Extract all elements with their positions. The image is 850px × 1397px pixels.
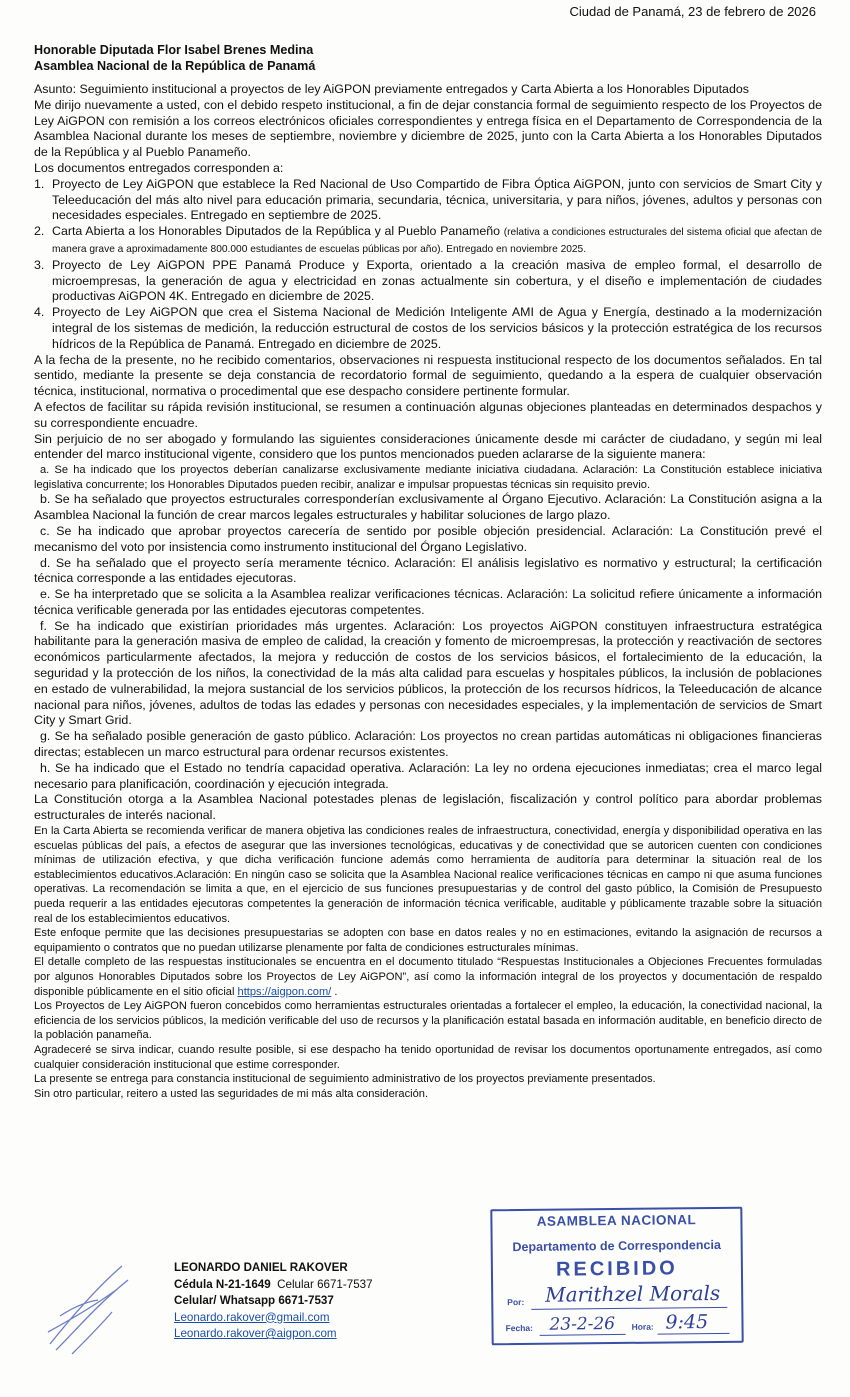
closing-paragraph: Este enfoque permite que las decisiones presupuestarias se adopten con base en datos reales y no en estimaciones, evitando la asignación de recursos a equipamiento o contratos que no puedan utilizarse plenamente por falta de condiciones estructurales mínimas. — [34, 927, 822, 954]
objection-item: a. Se ha indicado que los proyectos deberían canalizarse exclusivamente mediante iniciativa ciudadana. Aclaración: La Constitución establece iniciativa legislativa concurrente; los Honorables Diputados pueden recibir, analizar e impulsar propuestas técnicas sin requisito previo. — [34, 464, 822, 491]
list-item: 2. Carta Abierta a los Honorables Diputados de la República y al Pueblo Panameño (relativa a condiciones estructurales del sistema oficial que afectan de manera grave a aproximadamente 800.000 estudiantes de escuelas públicas por año). Entregado en noviembre 2025. — [34, 224, 822, 255]
list-item: 1. Proyecto de Ley AiGPON que establece la Red Nacional de Uso Compartido de Fibra Óptica AiGPON, junto con servicios de Smart City y Teleeducación del más alto nivel para educación primaria, secundaria, técnica, universitaria, y para niños, jóvenes, adultos y personas con necesidades especiales. Entregado en septiembre de 2025. — [34, 176, 822, 223]
detail-paragraph: El detalle completo de las respuestas institucionales se encuentra en el documento titulado “Respuestas Institucionales a Objeciones Frecuentes formuladas por algunos Honorables Diputados sobre los Proyectos de Ley AiGPON”, así como la información integral de los proyectos y documentación de respaldo disponible públicamente en el sitio oficial https://aigpon.com/ . — [34, 956, 822, 998]
letter-date: Ciudad de Panamá, 23 de febrero de 2026 — [569, 4, 816, 19]
stamp-department: Departamento de Correspondencia — [512, 1237, 721, 1255]
documents-intro: Los documentos entregados corresponden a: — [34, 160, 284, 175]
closing-paragraph: Los Proyectos de Ley AiGPON fueron concebidos como herramientas estructurales orientadas a fortalecer el empleo, la educación, la conectividad nacional, la eficiencia de los servicios públicos, la medición verificable del uso de recursos y la planificación estatal basada en información auditable, en beneficio directo de la población panameña. — [34, 1000, 822, 1042]
stamp-fecha-handwriting: 23-2-26 — [549, 1314, 616, 1335]
objection-item: d. Se ha señalado que el proyecto sería meramente técnico. Aclaración: El análisis legislativo es normativo y estructural; la certificación técnica corresponde a las entidades ejecutoras. — [34, 555, 822, 586]
list-item: 3. Proyecto de Ley AiGPON PPE Panamá Produce y Exporta, orientado a la creación masiva de empleo formal, el desarrollo de microempresas, la generación de agua y electricidad en zonas actualmente sin cobertura, y el diseño e implementación de ciudades productivas AiGPON 4K. Entregado en diciembre de 2025. — [34, 257, 822, 304]
recipient-block — [34, 42, 315, 74]
list-item: 4. Proyecto de Ley AiGPON que crea el Sistema Nacional de Medición Inteligente AMI de Agua y Energía, destinado a la modernización integral de los sistemas de medición, la reducción estructural de costos de los servicios básicos y la protección estratégica de los recursos hídricos de la República de Panamá. Entregado en diciembre de 2025. — [34, 305, 822, 351]
signer-id-line: Cédula N-21-1649 Celular 6671-7537 — [174, 1277, 373, 1291]
list-item-note: (relativa a condiciones estructurales del sistema oficial que afectan de manera grave a aproximadamente 800.000 estudiantes de escuelas públicas por año). Entregado en noviembre 2025. — [52, 227, 822, 255]
stamp-title: ASAMBLEA NACIONAL — [536, 1212, 697, 1229]
objection-item: g. Se ha señalado posible generación de gasto público. Aclaración: Los proyectos no crean partidas automáticas ni obligaciones financieras directas; establecen un marco estructural para ordenar recursos existentes. — [34, 729, 822, 760]
stamp-fecha-label: Fecha: — [505, 1322, 533, 1334]
subject-line: Asunto: Seguimiento institucional a proyectos de ley AiGPON previamente entregados y Carta Abierta a los Honorables Diputados — [34, 82, 749, 96]
intro-paragraph: Me dirijo nuevamente a usted, con el debido respeto institucional, a fin de dejar constancia formal de seguimiento respecto de los Proyectos de Ley AiGPON con remisión a los correos electrónicos oficiales correspondientes y entrega física en el Departamento de Correspondencia de la Asamblea Nacional durante los meses de septiembre, noviembre y diciembre de 2025, junto con la Carta Abierta a los Honorables Diputados de la República y al Pueblo Panameño. — [34, 97, 822, 160]
stamp-hora-label: Hora: — [631, 1321, 654, 1332]
closing-paragraph: Agradeceré se sirva indicar, cuando resulte posible, si ese despacho ha tenido oportunidad de revisar los documentos oportunamente entregados, así como cualquier consideración institucional que estime corresponder. — [34, 1043, 822, 1071]
summary-paragraph: A efectos de facilitar su rápida revisión institucional, se resumen a continuación algunas objeciones planteadas en determinados despachos y su correspondiente encuadre. — [34, 399, 822, 430]
stamp-received: RECIBIDO — [555, 1257, 678, 1281]
objection-item: f. Se ha indicado que existirían prioridades más urgentes. Aclaración: Los proyectos AiGPON constituyen infraestructura estratégica habilitante para la generación masiva de empleo de calidad, la creación y fomento de microempresas, la protección y reactivación de sectores económicos particularmente afectados, la mejora y reducción de costos de los servicios básicos, el fortalecimiento de la educación, la seguridad y la protección de los niños, la conectividad de la más alta calidad para escuelas y hospitales públicos, la inclusión de poblaciones en estado de vulnerabilidad, la mejora sustancial de los servicios públicos, la protección de los recursos hídricos, la Teleeducación de alcance nacional para niños, jóvenes, adultos de todas las edades y personas con necesidades especiales, y la implementación de servicios de Smart City y Smart Grid. — [34, 618, 822, 728]
signer-whatsapp: Celular/ Whatsapp 6671-7537 — [174, 1294, 334, 1307]
no-response-paragraph: A la fecha de la presente, no he recibido comentarios, observaciones ni respuesta institucional respecto de los documentos señalados. En tal sentido, mediante la presente se deja constancia de recordatorio formal de seguimiento, quedando a la espera de cualquier observación técnica, institucional, normativa o procedimental que ese despacho considere pertinente formular. — [34, 352, 822, 399]
recipient-name: Honorable Diputada Flor Isabel Brenes Medina — [34, 43, 314, 57]
stamp-por-label: Por: — [507, 1296, 525, 1308]
signer-name: LEONARDO DANIEL RAKOVER — [174, 1261, 348, 1274]
signer-email-aigpon[interactable]: Leonardo.rakover@aigpon.com — [174, 1327, 337, 1340]
objection-item: c. Se ha indicado que aprobar proyectos carecería de sentido por posible objeción presidencial. Aclaración: La Constitución prevé el mecanismo del voto por insistencia como instrumento institucional del Órgano Legislativo. — [34, 523, 822, 554]
closing-section — [34, 824, 822, 1101]
stamp-por-handwriting: Marithzel Morals — [545, 1280, 721, 1307]
letter-body — [34, 82, 822, 1101]
signature-block — [174, 1260, 373, 1343]
documents-list — [34, 177, 822, 353]
stamp-hora-handwriting: 9:45 — [665, 1311, 709, 1334]
objection-item: b. Se ha señalado que proyectos estructurales corresponderían exclusivamente al Órgano Ejecutivo. Aclaración: La Constitución asigna a la Asamblea Nacional la función de crear marcos legales estructurales y habilitar soluciones de largo plazo. — [34, 492, 822, 523]
objection-item: e. Se ha interpretado que se solicita a la Asamblea realizar verificaciones técnicas. Aclaración: La solicitud refiere únicamente a información técnica verificable generada por las entidades ejecutoras competentes. — [34, 587, 822, 617]
objection-item: h. Se ha indicado que el Estado no tendría capacidad operativa. Aclaración: La ley no ordena ejecuciones inmediatas; crea el marco legal necesario para planificación, coordinación y ejecución integrada. — [34, 760, 822, 791]
closing-paragraph: La presente se entrega para constancia institucional de seguimiento administrativo de los proyectos previamente presentados. — [34, 1073, 656, 1086]
official-site-link[interactable]: https://aigpon.com/ — [237, 985, 332, 998]
disclaimer-paragraph: Sin perjuicio de no ser abogado y formulando las siguientes consideraciones únicamente desde mi carácter de ciudadano, y según mi leal entender del marco institucional vigente, considero que los puntos mencionados pueden aclararse de la siguiente manera: — [34, 431, 822, 462]
closing-paragraph: En la Carta Abierta se recomienda verificar de manera objetiva las condiciones reales de infraestructura, conectividad, energía y disponibilidad operativa en las escuelas públicas del país, a efectos de asegurar que las inversiones tecnológicas, educativas y de conectividad que se autoricen cuenten con condiciones mínimas de utilización efectiva, y que dicha verificación funcione además como herramienta de auditoría para determinar la situación real de los establecimientos educativos.Aclaración: En ningún caso se solicita que la Asamblea Nacional realice verificaciones técnicas en campo ni que asuma funciones operativas. La recomendación se limita a que, en el ejercicio de sus funciones presupuestarias y de control del gasto público, la Comisión de Presupuesto pueda requerir a las entidades ejecutoras competentes la generación de información técnica verificable, auditable y públicamente trazable sobre la situación real de los establecimientos educativos. — [34, 825, 822, 925]
handwritten-signature — [36, 1250, 156, 1360]
recipient-org: Asamblea Nacional de la República de Panamá — [34, 59, 316, 73]
received-stamp — [490, 1207, 743, 1346]
signer-email-gmail[interactable]: Leonardo.rakover@gmail.com — [174, 1310, 330, 1324]
constitution-paragraph: La Constitución otorga a la Asamblea Nacional potestades plenas de legislación, fiscalización y control político para abordar problemas estructurales de interés nacional. — [34, 792, 822, 823]
farewell-line: Sin otro particular, reitero a usted las seguridades de mi más alta consideración. — [34, 1087, 429, 1100]
